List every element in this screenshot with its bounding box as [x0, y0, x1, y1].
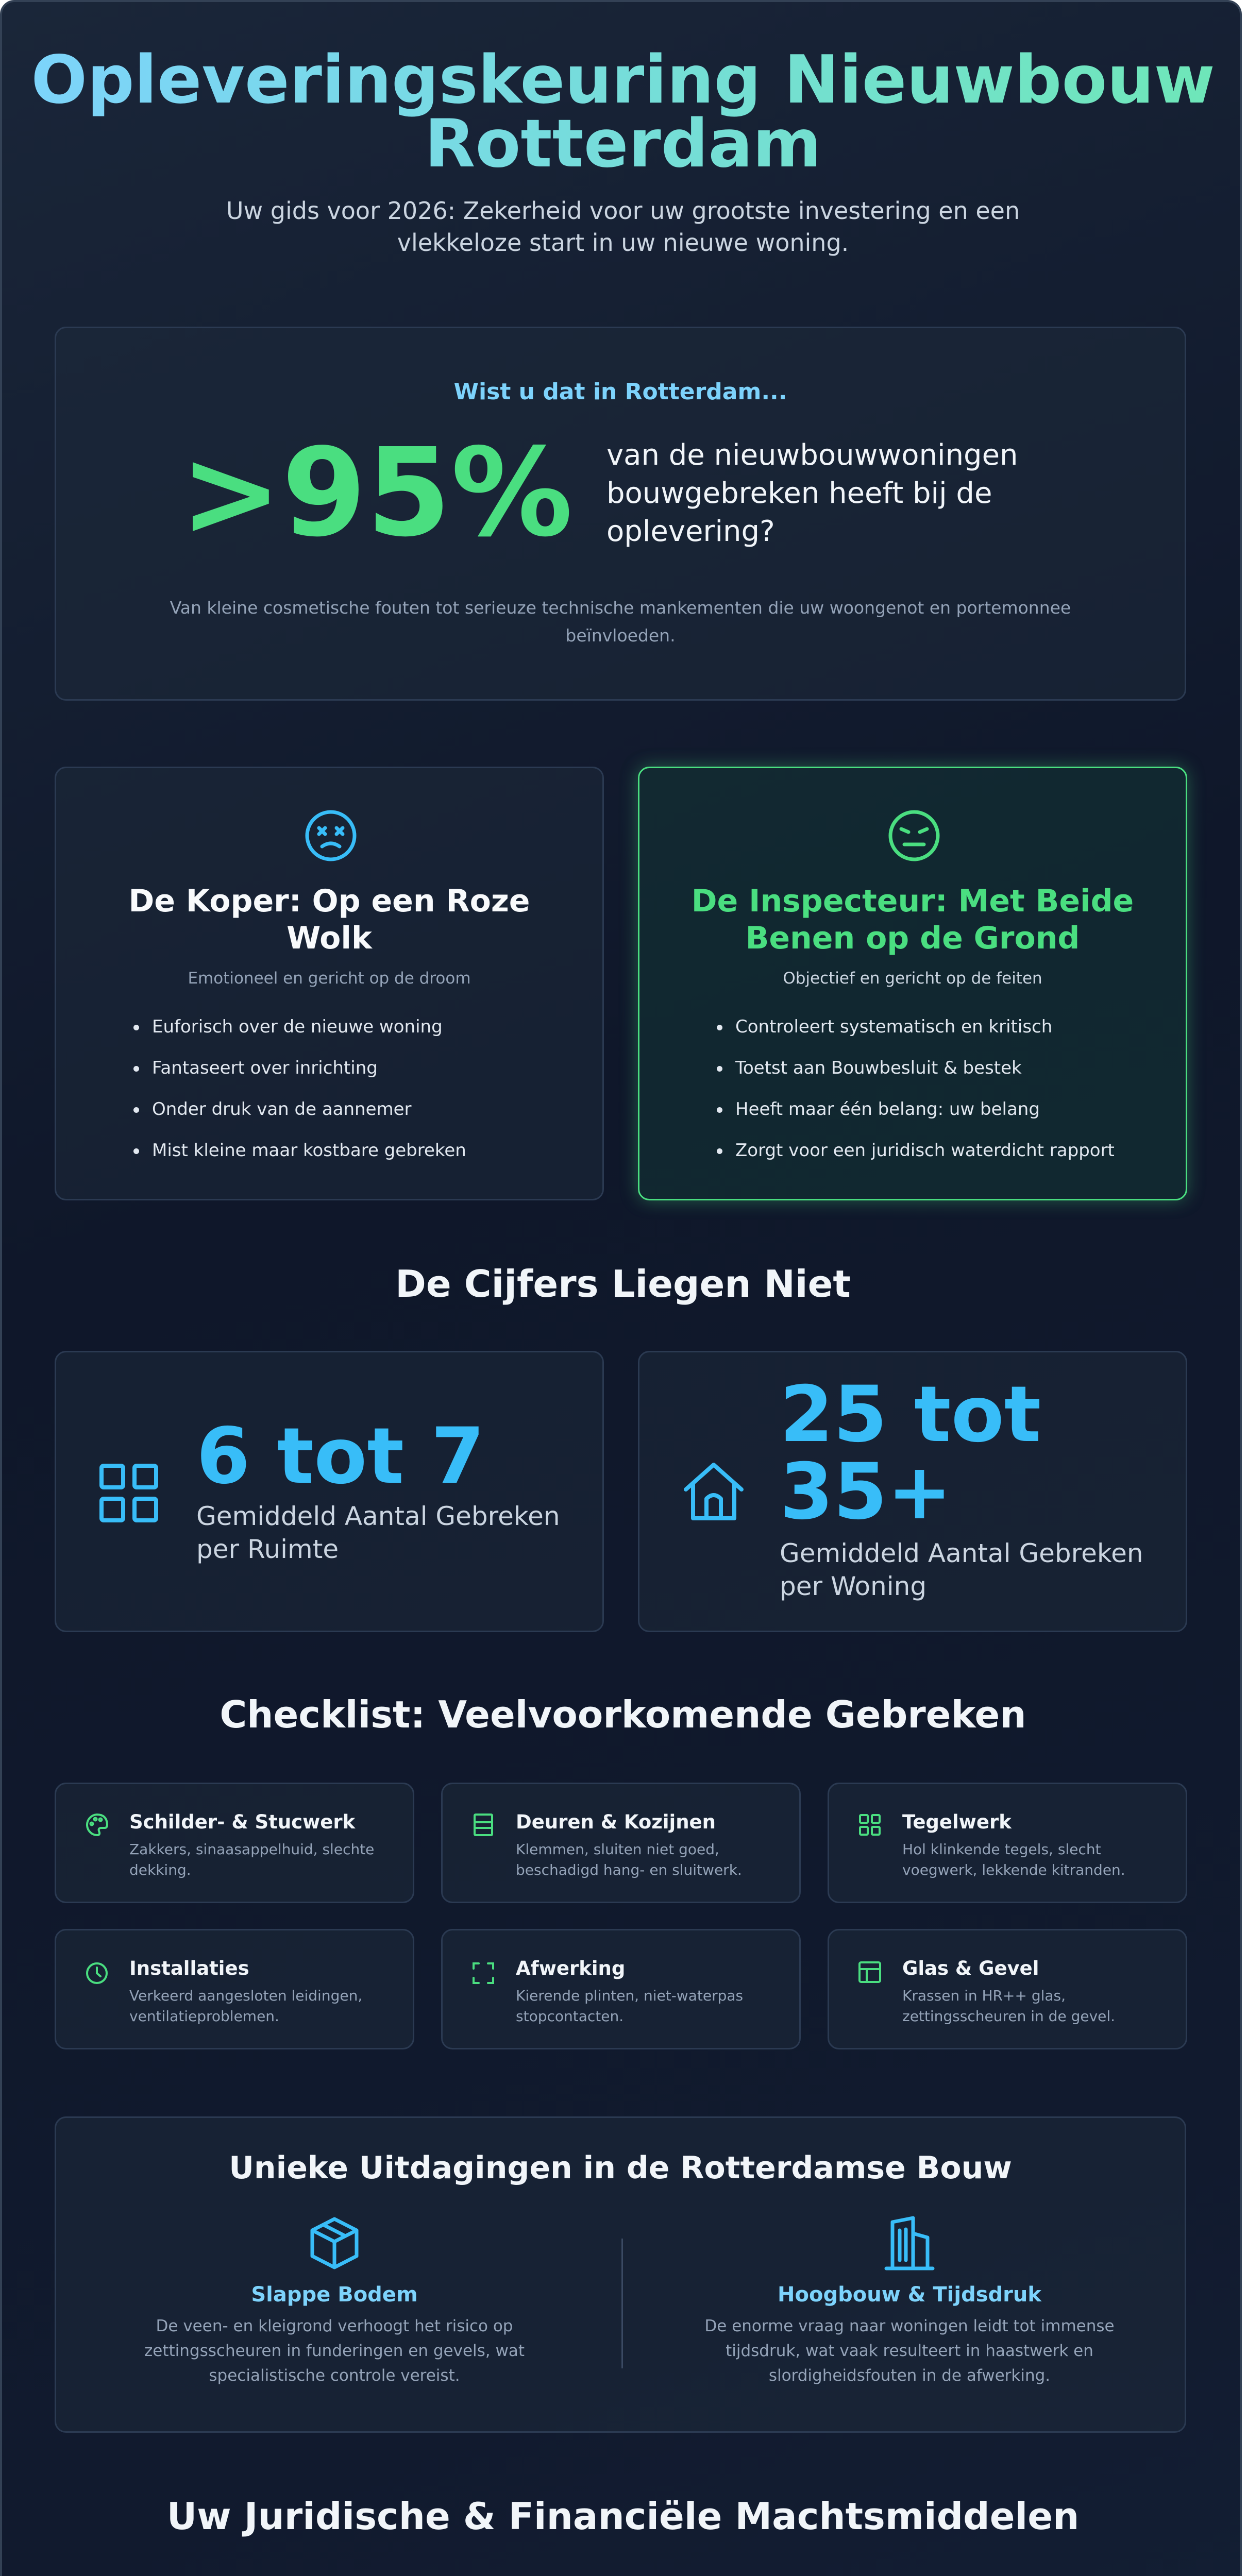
- checklist-item: [441, 1929, 801, 2049]
- checklist-item: [55, 1783, 414, 1903]
- per-home-value-line1: 25 tot: [780, 1370, 1041, 1460]
- list-item: Zorgt voor een juridisch waterdicht rapport: [701, 1140, 1175, 1181]
- list-item: Toetst aan Bouwbesluit & bestek: [701, 1058, 1175, 1099]
- checklist-item-text: [516, 1986, 789, 2027]
- dizzy-face-icon: [304, 808, 358, 863]
- checklist-item-title: Tegelwerk: [902, 1811, 1012, 1833]
- per-home-value-line2: 35+: [780, 1447, 952, 1537]
- door-icon: [470, 1812, 496, 1838]
- per-home-label-line2: per Woning: [780, 1571, 927, 1601]
- checklist-item-line1: Hol klinkende tegels, slecht: [902, 1841, 1101, 1858]
- challenge-text: [693, 2314, 1126, 2388]
- buyer-bullets: [118, 1016, 582, 1181]
- header: [2, 42, 1242, 259]
- challenge-text-line1: De enorme vraag naar woningen leidt tot immense: [704, 2317, 1115, 2335]
- gauge-icon: [84, 1960, 110, 1986]
- per-room-label-line2: per Ruimte: [196, 1534, 339, 1564]
- inspector-title: [639, 883, 1186, 957]
- checklist-item-line2: dekking.: [129, 1861, 191, 1878]
- checklist-item-line2: ventilatieproblemen.: [129, 2008, 279, 2025]
- checklist-item-title: Afwerking: [516, 1957, 626, 1979]
- list-item: Heeft maar één belang: uw belang: [701, 1099, 1175, 1140]
- checklist-item-title: Installaties: [129, 1957, 249, 1979]
- buyer-title-line1: De Koper: Op een Roze: [128, 883, 530, 919]
- checklist-item: [828, 1783, 1187, 1903]
- page-title-line1: Opleveringskeuring Nieuwbouw: [31, 42, 1215, 118]
- list-item: Mist kleine maar kostbare gebreken: [118, 1140, 582, 1181]
- page-subtitle: [2, 195, 1242, 259]
- checklist-item-title: Glas & Gevel: [902, 1957, 1039, 1979]
- page-title-line2: Rotterdam: [424, 106, 822, 182]
- challenges-box: [55, 2116, 1186, 2433]
- checklist-item-line1: Verkeerd aangesloten leidingen,: [129, 1987, 363, 2004]
- subtitle-line2: vlekkeloze start in uw nieuwe woning.: [397, 229, 849, 257]
- inspector-subtitle: Objectief en gericht op de feiten: [783, 969, 1042, 988]
- stat-text: [606, 436, 1018, 551]
- tiles-icon: [857, 1812, 883, 1838]
- stat-text-line3: oplevering?: [606, 515, 775, 548]
- checklist-item-title: Deuren & Kozijnen: [516, 1811, 716, 1833]
- building-icon: [693, 2215, 1126, 2272]
- house-icon: [680, 1458, 748, 1526]
- checklist-item-text: [902, 1986, 1175, 2027]
- checklist-item-line1: Klemmen, sluiten niet goed,: [516, 1841, 719, 1858]
- window-icon: [857, 1959, 883, 1985]
- stat-text-line1: van de nieuwbouwwoningen: [606, 438, 1018, 472]
- challenge-title: Slappe Bodem: [251, 2283, 418, 2307]
- challenge-highrise: [693, 2215, 1126, 2388]
- checklist-item: [55, 1929, 414, 2049]
- stat-note-line1: Van kleine cosmetische fouten tot serieuze technische mankementen die uw woongenot en portemonnee: [170, 598, 1071, 618]
- challenge-title: Hoogbouw & Tijdsdruk: [778, 2283, 1041, 2307]
- checklist-heading: Checklist: Veelvoorkomende Gebreken: [220, 1693, 1026, 1736]
- challenge-text-line2: zettingsscheuren in funderingen en gevels, wat: [144, 2342, 525, 2360]
- checklist-item-line1: Zakkers, sinaasappelhuid, slechte: [129, 1841, 375, 1858]
- buyer-title: [56, 883, 602, 957]
- stat-note-line2: beïnvloeden.: [565, 625, 676, 646]
- buyer-card: [55, 767, 604, 1200]
- checklist-item-text: [129, 1986, 402, 2027]
- per-home-card: [638, 1351, 1187, 1632]
- legal-heading: Uw Juridische & Financiële Machtsmiddelen: [166, 2495, 1080, 2538]
- per-room-label: [196, 1500, 560, 1566]
- checklist-item-line2: voegwerk, lekkende kitranden.: [902, 1861, 1125, 1878]
- checklist-item-line2: zettingsscheuren in de gevel.: [902, 2008, 1116, 2025]
- checklist-item-line2: beschadigd hang- en sluitwerk.: [516, 1861, 742, 1878]
- page-title: [2, 42, 1242, 182]
- frame-corners-icon: [470, 1960, 496, 1986]
- buyer-title-line2: Wolk: [287, 920, 372, 956]
- checklist-item-text: [902, 1839, 1175, 1880]
- grid-icon: [96, 1461, 161, 1526]
- checklist-item-text: [516, 1839, 789, 1880]
- list-item: Fantaseert over inrichting: [118, 1058, 582, 1099]
- checklist-item-title: Schilder- & Stucwerk: [129, 1811, 356, 1833]
- challenge-text-line1: De veen- en kleigrond verhoogt het risico op: [156, 2317, 513, 2335]
- challenge-text-line2: tijdsdruk, wat vaak resulteert in haastwerk en: [726, 2342, 1093, 2360]
- checklist-item-text: [129, 1839, 402, 1880]
- checklist-item-line1: Krassen in HR++ glas,: [902, 1987, 1066, 2004]
- stat-kicker: Wist u dat in Rotterdam...: [453, 379, 787, 405]
- numbers-heading: De Cijfers Liegen Niet: [395, 1262, 851, 1306]
- focused-face-icon: [887, 808, 941, 863]
- inspector-card: [638, 767, 1187, 1200]
- per-room-value: 6 tot 7: [196, 1412, 485, 1501]
- challenges-heading: Unieke Uitdagingen in de Rotterdamse Bouw: [229, 2150, 1012, 2186]
- list-item: Onder druk van de aannemer: [118, 1099, 582, 1140]
- stat-note: [56, 594, 1185, 650]
- list-item: Controleert systematisch en kritisch: [701, 1016, 1175, 1058]
- divider: [621, 2239, 623, 2368]
- per-room-card: [55, 1351, 604, 1632]
- checklist-item-line1: Kierende plinten, niet-waterpas: [516, 1987, 744, 2004]
- per-home-label-line1: Gemiddeld Aantal Gebreken: [780, 1538, 1143, 1568]
- stat-text-line2: bouwgebreken heeft bij de: [606, 477, 992, 510]
- challenge-text-line3: slordigheidsfouten in de afwerking.: [768, 2366, 1051, 2385]
- checklist-item-line2: stopcontacten.: [516, 2008, 624, 2025]
- checklist-item: [828, 1929, 1187, 2049]
- subtitle-line1: Uw gids voor 2026: Zekerheid voor uw grootste investering en een: [226, 197, 1020, 225]
- inspector-title-line1: De Inspecteur: Met Beide: [691, 883, 1134, 919]
- buyer-subtitle: Emotioneel en gericht op de droom: [188, 969, 471, 988]
- per-home-label: [780, 1537, 1143, 1603]
- challenge-text: [118, 2314, 551, 2388]
- list-item: Euforisch over de nieuwe woning: [118, 1016, 582, 1058]
- inspector-bullets: [701, 1016, 1175, 1181]
- per-home-value: [780, 1370, 1041, 1537]
- challenge-soil: [118, 2215, 551, 2388]
- stat-box: [55, 327, 1186, 701]
- inspector-title-line2: Benen op de Grond: [745, 920, 1080, 956]
- per-room-label-line1: Gemiddeld Aantal Gebreken: [196, 1501, 560, 1531]
- palette-icon: [84, 1812, 110, 1838]
- checklist-item: [441, 1783, 801, 1903]
- stat-big-number: >95%: [180, 422, 573, 564]
- challenge-text-line3: specialistische controle vereist.: [209, 2366, 460, 2385]
- box-icon: [118, 2215, 551, 2272]
